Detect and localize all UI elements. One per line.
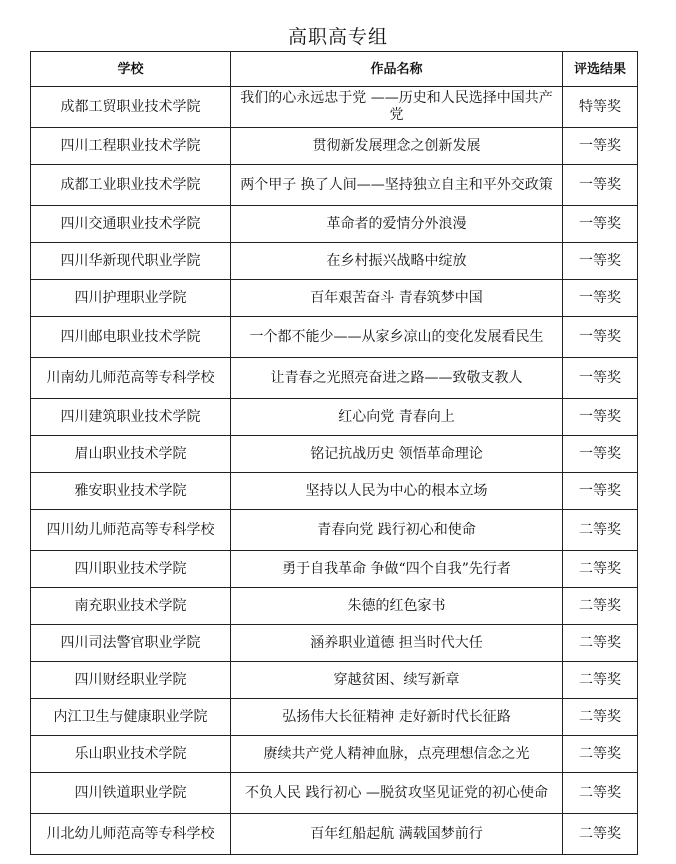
result-cell: 一等奖	[563, 280, 638, 317]
work-title-cell: 我们的心永远忠于党 ——历史和人民选择中国共产党	[231, 87, 563, 128]
result-cell: 一等奖	[563, 399, 638, 436]
school-cell: 成都工业职业技术学院	[31, 165, 231, 206]
work-title-cell: 百年红船起航 满载国梦前行	[231, 814, 563, 855]
work-title-cell: 勇于自我革命 争做“四个自我”先行者	[231, 551, 563, 588]
header-work-title: 作品名称	[231, 52, 563, 87]
school-cell: 四川工程职业技术学院	[31, 128, 231, 165]
result-cell: 二等奖	[563, 625, 638, 662]
school-cell: 成都工贸职业技术学院	[31, 87, 231, 128]
work-title-cell: 赓续共产党人精神血脉，点亮理想信念之光	[231, 736, 563, 773]
school-cell: 眉山职业技术学院	[31, 436, 231, 473]
work-title-cell: 青春向党 践行初心和使命	[231, 510, 563, 551]
result-cell: 二等奖	[563, 662, 638, 699]
school-cell: 四川财经职业学院	[31, 662, 231, 699]
table-row	[31, 399, 638, 436]
table-row	[31, 358, 638, 399]
school-cell: 川南幼儿师范高等专科学校	[31, 358, 231, 399]
result-cell: 二等奖	[563, 814, 638, 855]
table-row	[31, 736, 638, 773]
result-cell: 一等奖	[563, 436, 638, 473]
table-row	[31, 165, 638, 206]
work-title-cell: 一个都不能少——从家乡凉山的变化发展看民生	[231, 317, 563, 358]
page-title: 高职高专组	[287, 26, 388, 48]
result-cell: 二等奖	[563, 699, 638, 736]
awards-table	[30, 51, 638, 855]
school-cell: 四川幼儿师范高等专科学校	[31, 510, 231, 551]
table-row	[31, 280, 638, 317]
school-cell: 四川职业技术学院	[31, 551, 231, 588]
table-row	[31, 473, 638, 510]
school-cell: 四川护理职业学院	[31, 280, 231, 317]
work-title-cell: 让青春之光照亮奋进之路——致敬支教人	[231, 358, 563, 399]
table-row	[31, 436, 638, 473]
table-row	[31, 243, 638, 280]
table-row	[31, 814, 638, 855]
table-row	[31, 699, 638, 736]
work-title-cell: 穿越贫困、续写新章	[231, 662, 563, 699]
result-cell: 一等奖	[563, 206, 638, 243]
work-title-cell: 坚持以人民为中心的根本立场	[231, 473, 563, 510]
school-cell: 四川司法警官职业学院	[31, 625, 231, 662]
table-row	[31, 128, 638, 165]
school-cell: 内江卫生与健康职业学院	[31, 699, 231, 736]
work-title-cell: 不负人民 践行初心 —脱贫攻坚见证党的初心使命	[231, 773, 563, 814]
result-cell: 二等奖	[563, 736, 638, 773]
work-title-cell: 涵养职业道德 担当时代大任	[231, 625, 563, 662]
work-title-cell: 两个甲子 换了人间——坚持独立自主和平外交政策	[231, 165, 563, 206]
school-cell: 四川建筑职业技术学院	[31, 399, 231, 436]
table-row	[31, 206, 638, 243]
result-cell: 二等奖	[563, 773, 638, 814]
school-cell: 四川邮电职业技术学院	[31, 317, 231, 358]
table-row	[31, 588, 638, 625]
school-cell: 四川交通职业技术学院	[31, 206, 231, 243]
result-cell: 二等奖	[563, 551, 638, 588]
work-title-cell: 朱德的红色家书	[231, 588, 563, 625]
result-cell: 一等奖	[563, 128, 638, 165]
school-cell: 四川铁道职业学院	[31, 773, 231, 814]
table-row	[31, 551, 638, 588]
table-row	[31, 625, 638, 662]
school-cell: 雅安职业技术学院	[31, 473, 231, 510]
table-header-row	[31, 52, 638, 87]
header-school: 学校	[31, 52, 231, 87]
school-cell: 四川华新现代职业学院	[31, 243, 231, 280]
work-title-cell: 革命者的爱情分外浪漫	[231, 206, 563, 243]
result-cell: 一等奖	[563, 358, 638, 399]
work-title-cell: 红心向党 青春向上	[231, 399, 563, 436]
table-row	[31, 773, 638, 814]
result-cell: 二等奖	[563, 588, 638, 625]
result-cell: 一等奖	[563, 317, 638, 358]
work-title-cell: 贯彻新发展理念之创新发展	[231, 128, 563, 165]
work-title-cell: 在乡村振兴战略中绽放	[231, 243, 563, 280]
table-row	[31, 317, 638, 358]
school-cell: 南充职业技术学院	[31, 588, 231, 625]
result-cell: 二等奖	[563, 510, 638, 551]
work-title-cell: 弘扬伟大长征精神 走好新时代长征路	[231, 699, 563, 736]
table-row	[31, 662, 638, 699]
table-row	[31, 510, 638, 551]
school-cell: 乐山职业技术学院	[31, 736, 231, 773]
work-title-cell: 百年艰苦奋斗 青春筑梦中国	[231, 280, 563, 317]
work-title-cell: 铭记抗战历史 领悟革命理论	[231, 436, 563, 473]
school-cell: 川北幼儿师范高等专科学校	[31, 814, 231, 855]
result-cell: 一等奖	[563, 165, 638, 206]
header-result: 评选结果	[563, 52, 638, 87]
table-row	[31, 87, 638, 128]
result-cell: 一等奖	[563, 243, 638, 280]
result-cell: 特等奖	[563, 87, 638, 128]
result-cell: 一等奖	[563, 473, 638, 510]
